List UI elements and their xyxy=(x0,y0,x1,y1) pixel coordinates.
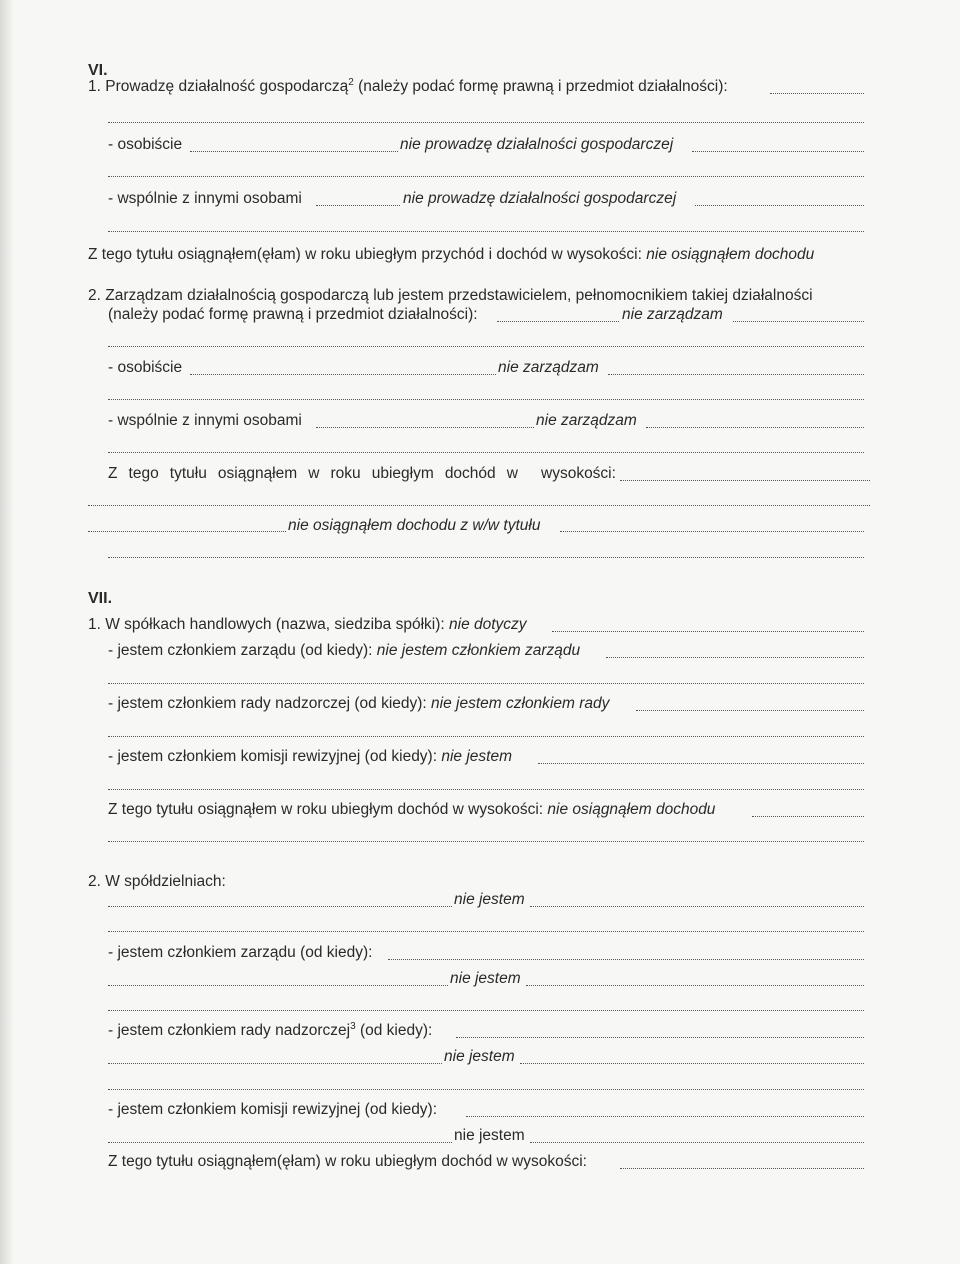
word: osiągnąłem xyxy=(217,465,298,482)
s6-q1-osobiscie-value: nie prowadzę działalności gospodarczej xyxy=(400,136,674,153)
s7-q1-rada xyxy=(108,695,609,713)
s6-q1-income-value: nie osiągnąłem dochodu xyxy=(646,246,815,263)
s7-q2-zarzad-label: - jestem członkiem zarządu (od kiedy): xyxy=(108,944,373,961)
fill-line xyxy=(636,710,864,711)
s7-q1-label: W spółkach handlowych (nazwa, siedziba spółki): xyxy=(105,616,445,633)
s7-q1-number: 1. xyxy=(88,616,101,633)
s6-q1-wspolnie-label: - wspólnie z innymi osobami xyxy=(108,190,302,207)
fill-line xyxy=(108,985,448,986)
fill-line xyxy=(316,427,534,428)
s6-q2-number: 2. xyxy=(88,287,101,304)
fill-line xyxy=(752,816,864,817)
fill-line xyxy=(108,399,864,400)
fill-line xyxy=(108,557,864,558)
fill-line xyxy=(108,841,864,842)
s6-q2-heading-line1 xyxy=(88,287,813,305)
s7-q2-rada-label-b: (od kiedy): xyxy=(359,1022,433,1039)
fill-line xyxy=(108,931,864,932)
word: tytułu xyxy=(169,465,207,482)
s6-q1-income-label: Z tego tytułu osiągnąłem(ęłam) w roku ubiegłym przychód i dochód w wysokości: xyxy=(88,246,642,263)
s7-q1-income-value: nie osiągnąłem dochodu xyxy=(547,801,716,818)
fill-line xyxy=(108,1063,442,1064)
s7-q2-value: nie jestem xyxy=(454,891,525,908)
s6-q1-heading xyxy=(88,78,728,96)
s7-q1-komisja xyxy=(108,748,512,766)
s7-q1-komisja-value: nie jestem xyxy=(441,748,512,765)
s7-q1-komisja-label: - jestem członkiem komisji rewizyjnej (od kiedy): xyxy=(108,748,438,765)
fill-line xyxy=(108,1089,864,1090)
s7-q2-rada-label: - jestem członkiem rady nadzorczej xyxy=(108,1022,351,1039)
fill-line xyxy=(497,321,619,322)
s7-q1-heading xyxy=(88,616,527,634)
s7-q2-heading xyxy=(88,873,226,891)
s7-q2-label: W spółdzielniach: xyxy=(105,873,226,890)
fill-line xyxy=(88,505,870,506)
fill-line xyxy=(88,531,286,532)
fill-line xyxy=(620,1168,864,1169)
s7-q1-rada-label: - jestem członkiem rady nadzorczej (od kiedy): xyxy=(108,695,427,712)
s7-q2-income-label: Z tego tytułu osiągnąłem(ęłam) w roku ubiegłym dochód w wysokości: xyxy=(108,1153,587,1170)
s7-q2-number: 2. xyxy=(88,873,101,890)
fill-line xyxy=(520,1063,864,1064)
word: w xyxy=(506,465,518,482)
fill-line xyxy=(526,985,864,986)
fill-line xyxy=(388,959,864,960)
fill-line xyxy=(530,1142,864,1143)
fill-line xyxy=(692,151,864,152)
footnote-3-marker: 3 xyxy=(350,1020,356,1032)
s6-q2-heading-line2: (należy podać formę prawną i przedmiot działalności): xyxy=(108,306,478,323)
s7-q1-income xyxy=(108,801,715,819)
fill-line xyxy=(108,789,864,790)
fill-line xyxy=(108,683,864,684)
fill-line xyxy=(646,427,864,428)
word: tego xyxy=(128,465,159,482)
fill-line xyxy=(108,1010,864,1011)
s6-q2-line2-value: nie zarządzam xyxy=(622,306,723,323)
fill-line xyxy=(733,321,864,322)
fill-line xyxy=(456,1037,864,1038)
word: Z xyxy=(108,465,118,482)
s6-q2-osobiscie-label: - osobiście xyxy=(108,359,183,376)
fill-line xyxy=(108,346,864,347)
s6-q2-income-value: nie osiągnąłem dochodu z w/w tytułu xyxy=(288,517,541,534)
s6-q1-wspolnie-value: nie prowadzę działalności gospodarczej xyxy=(403,190,677,207)
s7-q2-rada-value: nie jestem xyxy=(444,1048,515,1065)
word: w xyxy=(308,465,320,482)
fill-line xyxy=(108,122,864,123)
s7-q1-value: nie dotyczy xyxy=(449,616,527,633)
s7-q1-zarzad-value: nie jestem członkiem zarządu xyxy=(376,642,581,659)
s7-q1-zarzad xyxy=(108,642,580,660)
fill-line xyxy=(620,480,870,481)
fill-line xyxy=(560,531,864,532)
section-vi-title: VI. xyxy=(88,62,108,79)
fill-line xyxy=(108,231,864,232)
s6-q1-text: Prowadzę działalność gospodarczą xyxy=(105,78,349,95)
s7-q2-komisja-value: nie jestem xyxy=(454,1127,525,1144)
s6-q2-text: Zarządzam działalnością gospodarczą lub jestem przedstawicielem, pełnomocnikiem takiej działalności xyxy=(105,287,813,304)
s6-q2-income-words xyxy=(108,465,518,483)
fill-line xyxy=(466,1116,864,1117)
s6-q1-number: 1. xyxy=(88,78,101,95)
s7-q1-rada-value: nie jestem członkiem rady xyxy=(431,695,610,712)
s6-q2-income-last: wysokości: xyxy=(541,465,616,482)
s7-q2-zarzad-value: nie jestem xyxy=(450,970,521,987)
fill-line xyxy=(108,452,864,453)
s6-q2-wspolnie-label: - wspólnie z innymi osobami xyxy=(108,412,302,429)
fill-line xyxy=(770,93,864,94)
fill-line xyxy=(608,374,864,375)
s6-q2-wspolnie-value: nie zarządzam xyxy=(536,412,637,429)
fill-line xyxy=(190,374,496,375)
s6-q1-osobiscie-label: - osobiście xyxy=(108,136,183,153)
word: dochód xyxy=(444,465,496,482)
fill-line xyxy=(552,631,864,632)
s7-q2-rada xyxy=(108,1022,432,1040)
s6-q2-osobiscie-value: nie zarządzam xyxy=(498,359,599,376)
scan-page-edge xyxy=(0,0,14,1264)
word: ubiegłym xyxy=(371,465,434,482)
fill-line xyxy=(108,736,864,737)
fill-line xyxy=(530,906,864,907)
s7-q1-income-label: Z tego tytułu osiągnąłem w roku ubiegłym dochód w wysokości: xyxy=(108,801,544,818)
s7-q2-komisja-label: - jestem członkiem komisji rewizyjnej (od kiedy): xyxy=(108,1101,438,1118)
fill-line xyxy=(108,176,864,177)
section-vii-title: VII. xyxy=(88,590,113,607)
s6-q1-income xyxy=(88,246,814,264)
fill-line xyxy=(190,151,398,152)
fill-line xyxy=(538,763,864,764)
fill-line xyxy=(108,1142,452,1143)
fill-line xyxy=(606,657,864,658)
s6-q1-text-b: (należy podać formę prawną i przedmiot działalności): xyxy=(358,78,728,95)
word: roku xyxy=(330,465,361,482)
fill-line xyxy=(108,906,452,907)
fill-line xyxy=(695,205,864,206)
s7-q1-zarzad-label: - jestem członkiem zarządu (od kiedy): xyxy=(108,642,373,659)
fill-line xyxy=(316,205,400,206)
footnote-2-marker: 2 xyxy=(348,76,354,88)
